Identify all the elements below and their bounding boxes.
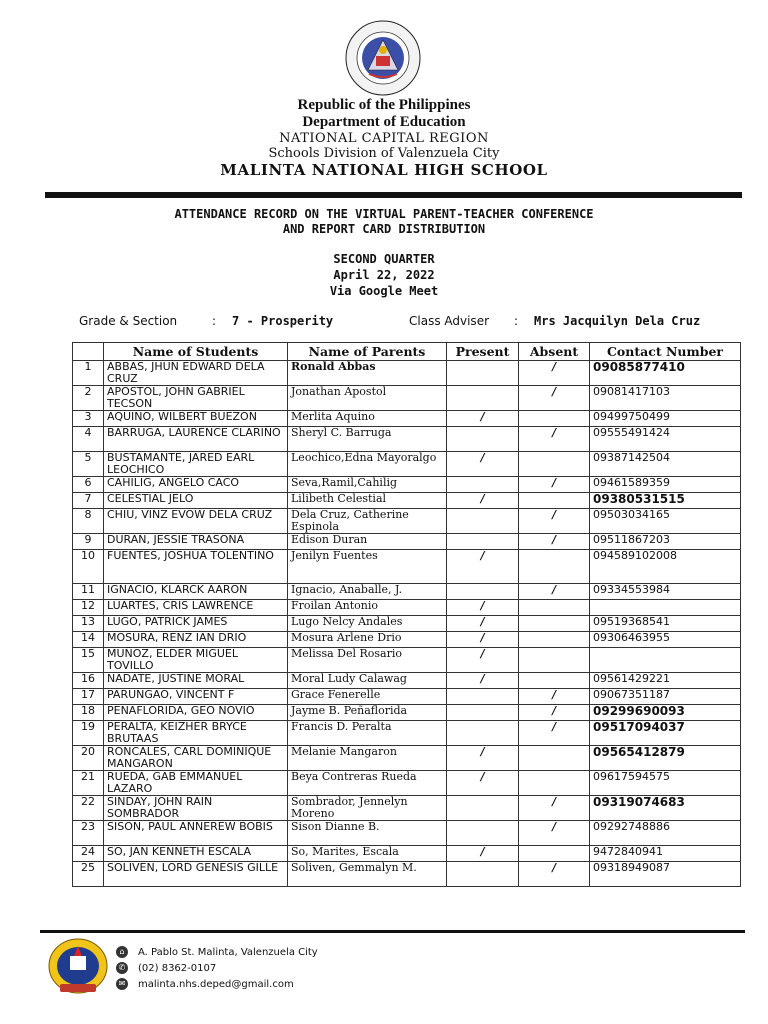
student-name: SINDAY, JOHN RAIN SOMBRADOR: [104, 796, 288, 821]
student-name: BARRUGA, LAURENCE CLARIÑO: [104, 427, 288, 452]
contact-number: 09461589359: [590, 477, 741, 493]
table-row: [73, 493, 741, 509]
table-row: [73, 746, 741, 771]
student-name: FUENTES, JOSHUA TOLENTINO: [104, 550, 288, 584]
parent-name: Leochico,Edna Mayoralgo: [288, 452, 447, 477]
present-mark: [447, 361, 519, 386]
row-number: 10: [73, 550, 104, 584]
student-name: SO, JAN KENNETH ESCALA: [104, 846, 288, 862]
grade-section-colon: :: [212, 314, 217, 328]
contact-number: 09617594575: [590, 771, 741, 796]
absent-mark: [519, 550, 590, 584]
student-name: IGNACIO, KLARCK AARON: [104, 584, 288, 600]
absent-mark: /: [519, 427, 590, 452]
parent-name: Ronald Abbas: [288, 361, 447, 386]
parent-name: Edison Duran: [288, 534, 447, 550]
absent-mark: /: [519, 796, 590, 821]
table-row: [73, 721, 741, 746]
present-mark: [447, 534, 519, 550]
row-number: 22: [73, 796, 104, 821]
student-name: MUÑOZ, ELDER MIGUEL TOVILLO: [104, 648, 288, 673]
present-mark: [447, 386, 519, 411]
parent-name: Beya Contreras Rueda: [288, 771, 447, 796]
division-line: Schools Division of Valenzuela City: [268, 146, 500, 161]
footer-address: [116, 946, 318, 960]
student-name: PERALTA, KEIZHER BRYCE BRUTAAS: [104, 721, 288, 746]
grade-section-label: Grade & Section: [79, 314, 178, 328]
row-number: 19: [73, 721, 104, 746]
student-name: LUARTES, CRIS LAWRENCE: [104, 600, 288, 616]
present-mark: [447, 821, 519, 846]
present-mark: /: [447, 648, 519, 673]
absent-mark: [519, 648, 590, 673]
present-mark: /: [447, 632, 519, 648]
parent-name: Grace Fenerelle: [288, 689, 447, 705]
absent-mark: [519, 673, 590, 689]
absent-mark: /: [519, 705, 590, 721]
contact-number: 09555491424: [590, 427, 741, 452]
contact-number: [590, 648, 741, 673]
absent-mark: [519, 493, 590, 509]
row-number: 2: [73, 386, 104, 411]
class-adviser-value: Mrs Jacquilyn Dela Cruz: [534, 314, 701, 328]
contact-number: 09517094037: [590, 721, 741, 746]
class-adviser-label: Class Adviser: [409, 314, 490, 328]
absent-mark: [519, 846, 590, 862]
table-row: [73, 846, 741, 862]
table-row: [73, 862, 741, 887]
contact-number: 09519368541: [590, 616, 741, 632]
student-name: SISON, PAUL ANNEREW BOBIS: [104, 821, 288, 846]
present-mark: [447, 477, 519, 493]
parent-name: Mosura Arlene Drio: [288, 632, 447, 648]
student-name: CHIU, VINZ EVOW DELA CRUZ: [104, 509, 288, 534]
absent-mark: /: [519, 862, 590, 887]
row-number: 15: [73, 648, 104, 673]
contact-number: 09299690093: [590, 705, 741, 721]
contact-number: 094589102008: [590, 550, 741, 584]
student-name: AQUINO, WILBERT BUEZON: [104, 411, 288, 427]
absent-mark: [519, 746, 590, 771]
row-number: 6: [73, 477, 104, 493]
row-number: 24: [73, 846, 104, 862]
table-row: [73, 584, 741, 600]
contact-number: [590, 600, 741, 616]
school-logo: [46, 936, 110, 998]
student-name: ABBAS, JHUN EDWARD DELA CRUZ: [104, 361, 288, 386]
student-name: RUEDA, GAB EMMANUEL LAZARO: [104, 771, 288, 796]
absent-mark: [519, 632, 590, 648]
contact-number: 09085877410: [590, 361, 741, 386]
student-name: SOLIVEN, LORD GENESIS GILLE: [104, 862, 288, 887]
table-row: [73, 705, 741, 721]
contact-number: 09319074683: [590, 796, 741, 821]
row-number: 7: [73, 493, 104, 509]
contact-number: 09318949087: [590, 862, 741, 887]
footer-email: [116, 978, 294, 992]
row-number: 20: [73, 746, 104, 771]
row-number: 13: [73, 616, 104, 632]
row-number: 8: [73, 509, 104, 534]
document-title-line2: AND REPORT CARD DISTRIBUTION: [282, 222, 486, 236]
table-row: [73, 509, 741, 534]
present-mark: /: [447, 616, 519, 632]
absent-mark: [519, 411, 590, 427]
student-name: RONCALES, CARL DOMINIQUE MANGARON: [104, 746, 288, 771]
student-name: PENAFLORIDA, GEO NOVIO: [104, 705, 288, 721]
absent-mark: /: [519, 721, 590, 746]
parent-name: Melanie Mangaron: [288, 746, 447, 771]
table-row: [73, 616, 741, 632]
absent-mark: /: [519, 386, 590, 411]
absent-mark: [519, 452, 590, 477]
footer-address-text: A. Pablo St. Malinta, Valenzuela City: [138, 947, 318, 958]
parent-name: Jenilyn Fuentes: [288, 550, 447, 584]
row-number: 12: [73, 600, 104, 616]
col-header-number: [73, 343, 104, 361]
parent-name: Merlita Aquino: [288, 411, 447, 427]
absent-mark: [519, 771, 590, 796]
contact-number: 09565412879: [590, 746, 741, 771]
table-row: [73, 689, 741, 705]
present-mark: [447, 689, 519, 705]
parent-name: Jonathan Apostol: [288, 386, 447, 411]
quarter: SECOND QUARTER: [333, 252, 435, 266]
table-row: [73, 452, 741, 477]
department-line: Department of Education: [302, 114, 466, 130]
student-name: NADATE, JUSTINE MORAL: [104, 673, 288, 689]
parent-name: Melissa Del Rosario: [288, 648, 447, 673]
contact-number: 09292748886: [590, 821, 741, 846]
contact-number: 09380531515: [590, 493, 741, 509]
row-number: 23: [73, 821, 104, 846]
present-mark: /: [447, 673, 519, 689]
student-name: CELESTIAL JELO: [104, 493, 288, 509]
footer-email-text: malinta.nhs.deped@gmail.com: [138, 979, 294, 990]
contact-number: 09306463955: [590, 632, 741, 648]
student-name: LUGO, PATRICK JAMES: [104, 616, 288, 632]
table-row: [73, 427, 741, 452]
student-name: APOSTOL, JOHN GABRIEL TECSON: [104, 386, 288, 411]
present-mark: /: [447, 452, 519, 477]
table-row: [73, 411, 741, 427]
document-title-line1: ATTENDANCE RECORD ON THE VIRTUAL PARENT-TEACHER CONFERENCE: [174, 207, 594, 221]
school-name: MALINTA NATIONAL HIGH SCHOOL: [220, 161, 548, 179]
parent-name: Francis D. Peralta: [288, 721, 447, 746]
parent-name: Sombrador, Jennelyn Moreno: [288, 796, 447, 821]
present-mark: /: [447, 493, 519, 509]
absent-mark: /: [519, 477, 590, 493]
absent-mark: /: [519, 509, 590, 534]
parent-name: Seva,Ramil,Cahilig: [288, 477, 447, 493]
student-name: MOSURA, RENZ IAN DRIO: [104, 632, 288, 648]
table-header-row: [73, 343, 741, 361]
contact-number: 09499750499: [590, 411, 741, 427]
row-number: 11: [73, 584, 104, 600]
contact-number: 09387142504: [590, 452, 741, 477]
table-row: [73, 386, 741, 411]
present-mark: [447, 427, 519, 452]
table-row: [73, 477, 741, 493]
meeting-platform: Via Google Meet: [329, 284, 439, 298]
table-row: [73, 821, 741, 846]
col-header-student: Name of Students: [104, 343, 288, 361]
contact-number: 9472840941: [590, 846, 741, 862]
contact-number: 09067351187: [590, 689, 741, 705]
col-header-present: Present: [447, 343, 519, 361]
absent-mark: /: [519, 584, 590, 600]
footer-phone-text: (02) 8362-0107: [138, 963, 217, 974]
contact-number: 09503034165: [590, 509, 741, 534]
table-row: [73, 534, 741, 550]
row-number: 16: [73, 673, 104, 689]
present-mark: /: [447, 550, 519, 584]
absent-mark: [519, 600, 590, 616]
contact-number: 09334553984: [590, 584, 741, 600]
absent-mark: /: [519, 689, 590, 705]
row-number: 21: [73, 771, 104, 796]
table-row: [73, 600, 741, 616]
meeting-date: April 22, 2022: [333, 268, 435, 282]
republic-line: Republic of the Philippines: [297, 97, 471, 113]
home-icon: ⌂: [116, 946, 128, 958]
email-icon: ✉: [116, 978, 128, 990]
deped-seal: [345, 20, 421, 96]
parent-name: Sison Dianne B.: [288, 821, 447, 846]
table-row: [73, 632, 741, 648]
absent-mark: [519, 616, 590, 632]
table-body: [73, 361, 741, 887]
parent-name: Lugo Nelcy Andales: [288, 616, 447, 632]
present-mark: /: [447, 771, 519, 796]
student-name: PARUNGAO, VINCENT F: [104, 689, 288, 705]
col-header-contact: Contact Number: [590, 343, 741, 361]
absent-mark: /: [519, 821, 590, 846]
row-number: 14: [73, 632, 104, 648]
contact-number: 09561429221: [590, 673, 741, 689]
parent-name: So, Marites, Escala: [288, 846, 447, 862]
attendance-table: [72, 342, 741, 887]
student-name: DURAN, JESSIE TRASONA: [104, 534, 288, 550]
footer-divider: [40, 930, 745, 933]
absent-mark: /: [519, 361, 590, 386]
present-mark: /: [447, 746, 519, 771]
table-row: [73, 771, 741, 796]
row-number: 18: [73, 705, 104, 721]
parent-name: Froilan Antonio: [288, 600, 447, 616]
grade-section-value: 7 - Prosperity: [232, 314, 334, 328]
absent-mark: /: [519, 534, 590, 550]
parent-name: Moral Ludy Calawag: [288, 673, 447, 689]
student-name: CAHILIG, ANGELO CACO: [104, 477, 288, 493]
contact-number: 09511867203: [590, 534, 741, 550]
class-adviser-colon: :: [514, 314, 519, 328]
present-mark: /: [447, 600, 519, 616]
contact-number: 09081417103: [590, 386, 741, 411]
region-line: NATIONAL CAPITAL REGION: [279, 131, 489, 146]
row-number: 25: [73, 862, 104, 887]
col-header-absent: Absent: [519, 343, 590, 361]
parent-name: Jayme B. Peñaflorida: [288, 705, 447, 721]
table-row: [73, 648, 741, 673]
student-name: BUSTAMANTE, JARED EARL LEOCHICO: [104, 452, 288, 477]
present-mark: [447, 796, 519, 821]
table-row: [73, 796, 741, 821]
present-mark: [447, 509, 519, 534]
table-row: [73, 361, 741, 386]
row-number: 4: [73, 427, 104, 452]
parent-name: Lilibeth Celestial: [288, 493, 447, 509]
present-mark: [447, 862, 519, 887]
parent-name: Dela Cruz, Catherine Espinola: [288, 509, 447, 534]
present-mark: [447, 721, 519, 746]
row-number: 9: [73, 534, 104, 550]
present-mark: /: [447, 846, 519, 862]
phone-icon: ✆: [116, 962, 128, 974]
row-number: 1: [73, 361, 104, 386]
row-number: 17: [73, 689, 104, 705]
parent-name: Sheryl C. Barruga: [288, 427, 447, 452]
col-header-parent: Name of Parents: [288, 343, 447, 361]
present-mark: [447, 705, 519, 721]
table-row: [73, 673, 741, 689]
parent-name: Soliven, Gemmalyn M.: [288, 862, 447, 887]
table-row: [73, 550, 741, 584]
header-divider: [45, 192, 742, 198]
present-mark: [447, 584, 519, 600]
parent-name: Ignacio, Anaballe, J.: [288, 584, 447, 600]
present-mark: /: [447, 411, 519, 427]
row-number: 3: [73, 411, 104, 427]
footer-phone: [116, 962, 216, 976]
row-number: 5: [73, 452, 104, 477]
